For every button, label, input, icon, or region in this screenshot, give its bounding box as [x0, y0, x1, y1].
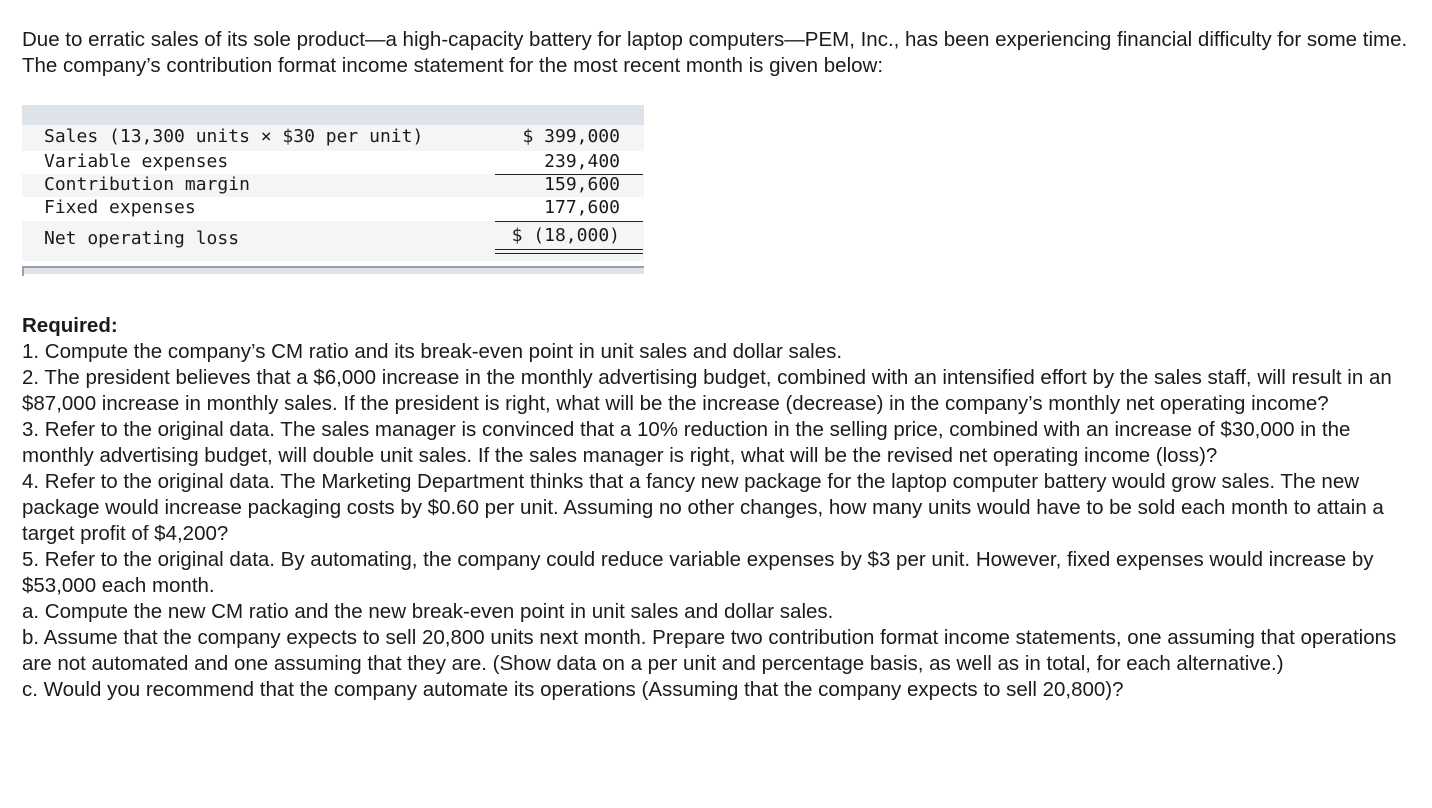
required-item-4: 4. Refer to the original data. The Marketing Department thinks that a fancy new package for the laptop computer battery would grow sales. The new package would increase packaging costs by $0.60 per unit. Assuming no other changes, how many units would have to be sold each month to attain a target profit of $4,200?: [22, 470, 1384, 545]
row-label: Contribution margin: [44, 174, 250, 195]
table-row-variable-expenses: [22, 151, 644, 174]
table-footer-tick: [22, 266, 24, 276]
required-section: [22, 313, 1417, 703]
row-amount: $ (18,000): [511, 225, 620, 246]
required-item-5c: c. Would you recommend that the company automate its operations (Assuming that the company expects to sell 20,800)?: [22, 678, 1124, 701]
required-item-2: 2. The president believes that a $6,000 increase in the monthly advertising budget, combined with an intensified effort by the sales staff, will result in an $87,000 increase in monthly sales. If the president is right, what will be the increase (decrease) in the company’s monthly net operating income?: [22, 366, 1392, 415]
required-heading: Required:: [22, 314, 118, 337]
table-row-fixed-expenses: [22, 197, 644, 221]
required-item-5a: a. Compute the new CM ratio and the new break-even point in unit sales and dollar sales.: [22, 600, 834, 623]
row-amount: 239,400: [544, 151, 620, 172]
table-row-sales: [22, 125, 644, 151]
table-row-contribution-margin: [22, 174, 644, 197]
total-double-rule-top: [495, 249, 643, 250]
row-label: Net operating loss: [44, 228, 240, 249]
row-amount: 159,600: [544, 174, 620, 195]
required-item-5b: b. Assume that the company expects to sell 20,800 units next month. Prepare two contribution format income statements, one assuming that operations are not automated and one assuming that they are. (Show data on a per unit and percentage basis, as well as in total, for each alternative.): [22, 626, 1397, 675]
table-header-bar: [22, 105, 644, 125]
income-statement-table: [22, 105, 644, 275]
required-item-3: 3. Refer to the original data. The sales manager is convinced that a 10% reduction in the selling price, combined with an increase of $30,000 in the monthly advertising budget, will double unit sales. If the sales manager is right, what will be the revised net operating income (loss)?: [22, 418, 1351, 467]
intro-paragraph: Due to erratic sales of its sole product—a high-capacity battery for laptop computers—PEM, Inc., has been experiencing financial difficulty for some time. The company’s contribution format income statement for the most recent month is given below:: [22, 28, 1408, 77]
subtotal-rule: [495, 174, 643, 175]
table-body: [22, 125, 644, 266]
total-double-rule-bottom: [495, 253, 643, 254]
required-item-1: 1. Compute the company’s CM ratio and its break-even point in unit sales and dollar sales.: [22, 340, 843, 363]
row-label: Fixed expenses: [44, 197, 196, 218]
table-footer-bar: [22, 266, 644, 274]
row-label: Sales (13,300 units × $30 per unit): [44, 126, 424, 147]
row-label: Variable expenses: [44, 151, 229, 172]
table-row-net-operating-loss: [22, 221, 644, 261]
row-amount: $ 399,000: [522, 126, 620, 147]
row-amount: 177,600: [544, 197, 620, 218]
subtotal-rule: [495, 221, 643, 222]
required-item-5: 5. Refer to the original data. By automating, the company could reduce variable expenses by $3 per unit. However, fixed expenses would increase by $53,000 each month.: [22, 548, 1374, 597]
